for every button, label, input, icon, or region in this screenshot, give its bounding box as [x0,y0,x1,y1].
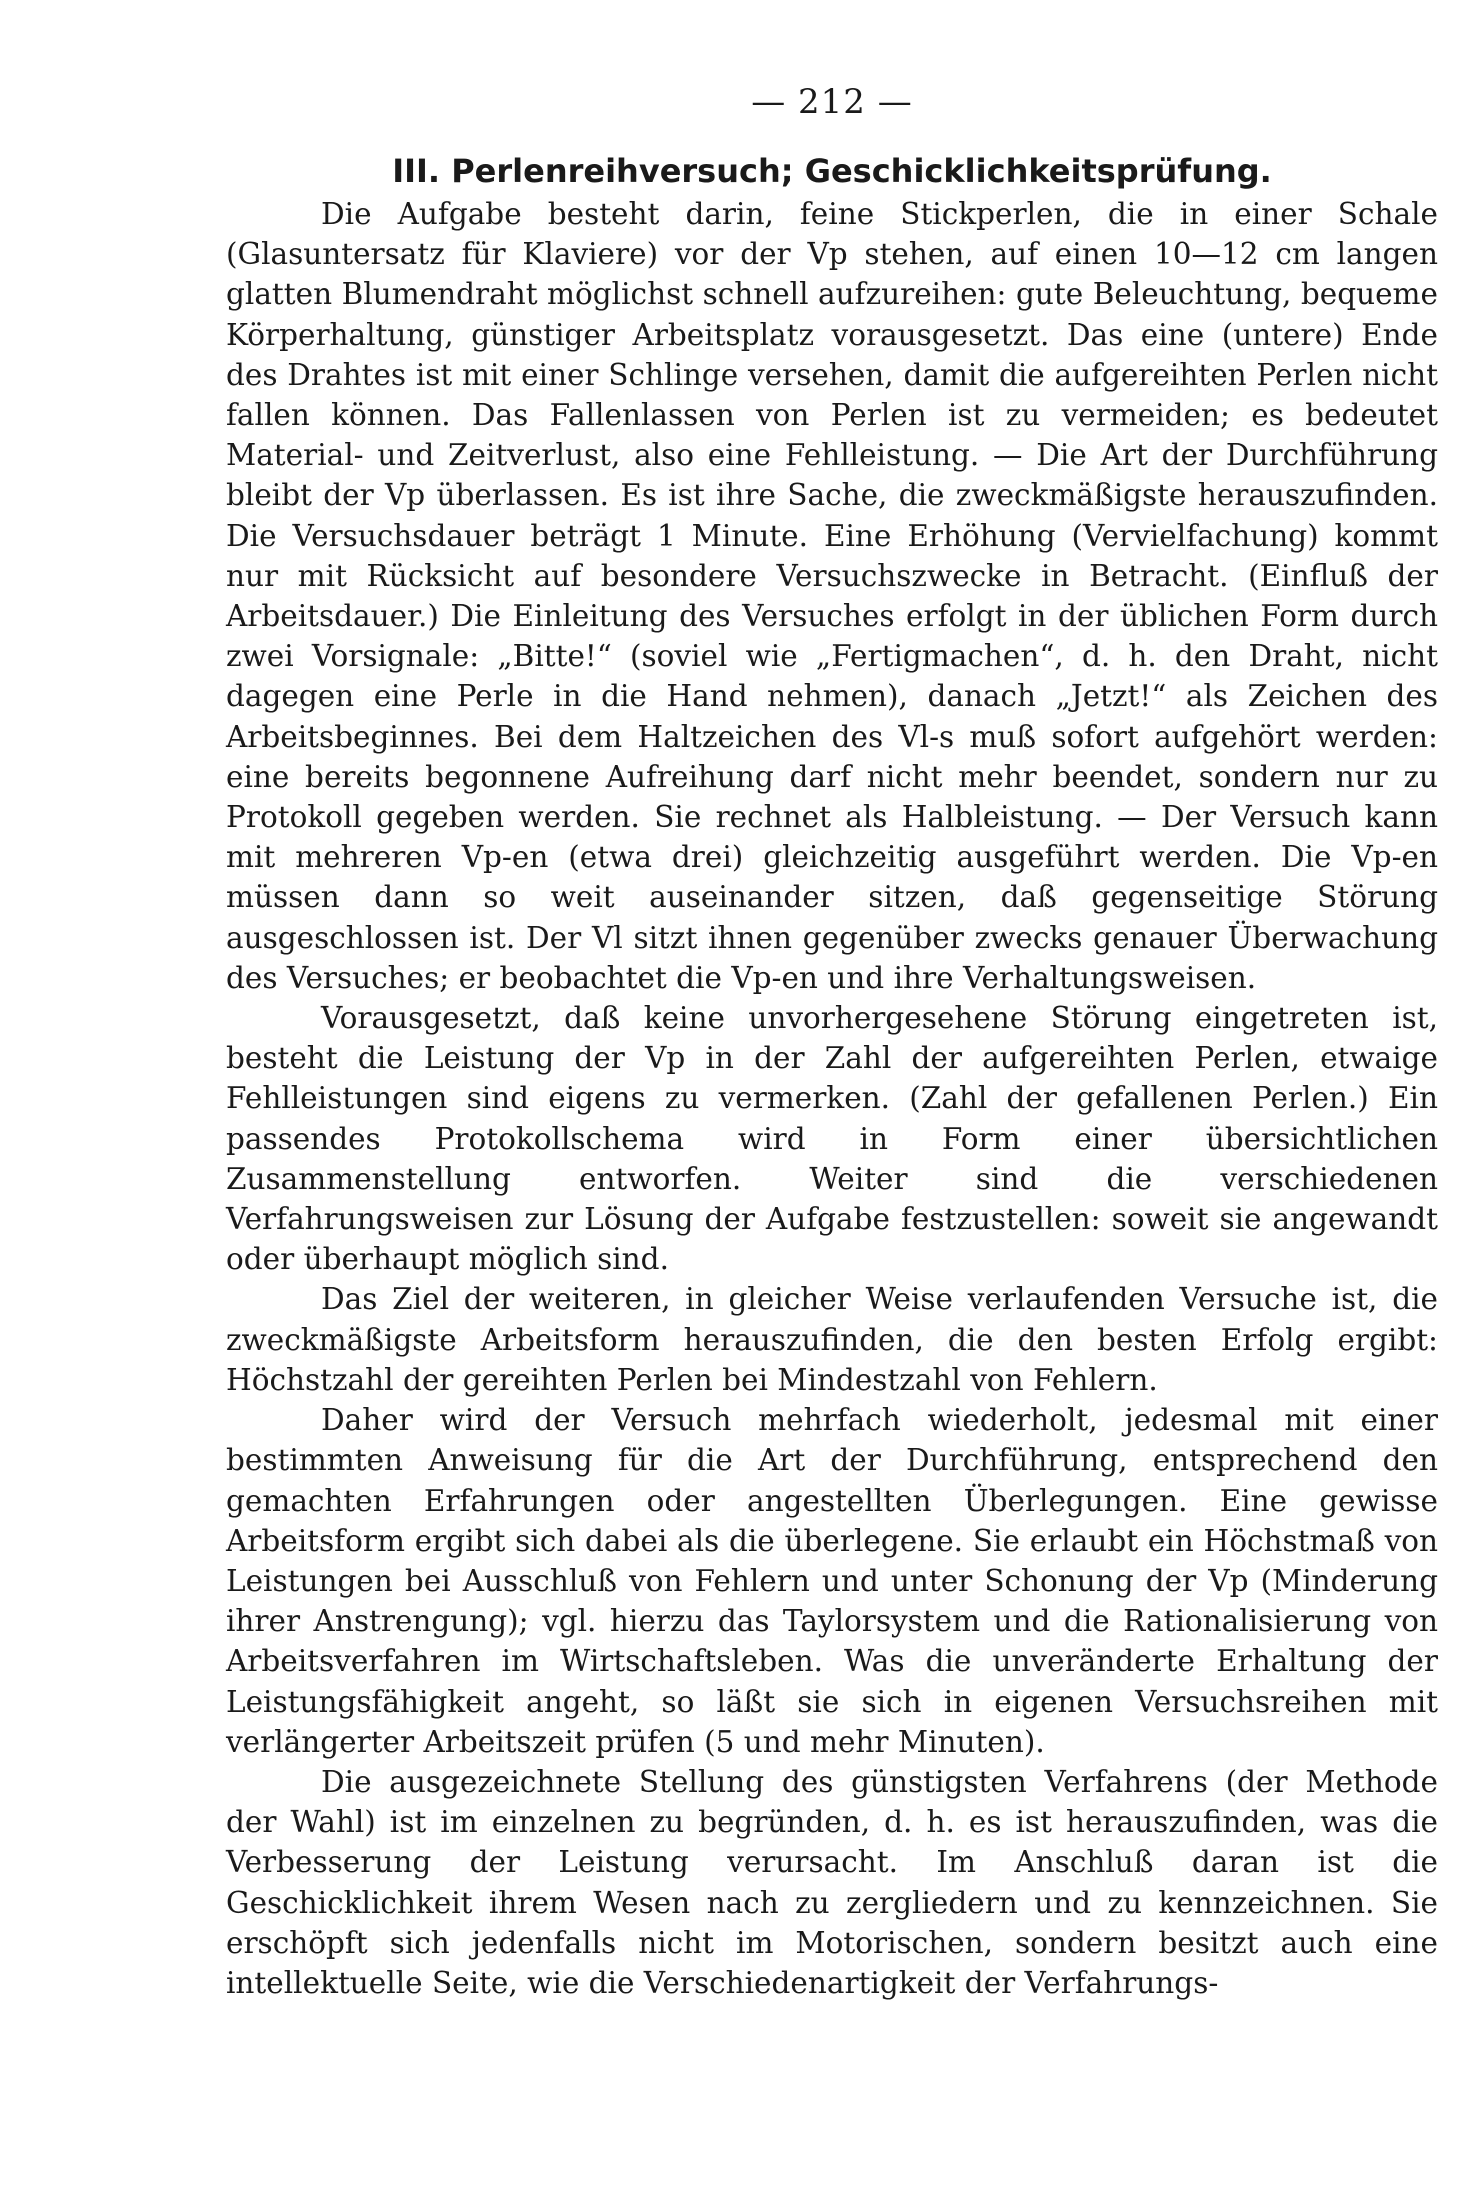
paragraph-5: Die ausgezeichnete Stellung des günstigsten Verfahrens (der Methode der Wahl) ist im einzelnen zu begründen, d. h. es ist herauszufinden, was die Verbesserung der Leistung verursacht. Im Anschluß daran ist die Geschicklichkeit ihrem Wesen nach zu zergliedern und zu kennzeichnen. Sie erschöpft sich jedenfalls nicht im Motorischen, sondern besitzt auch eine intellektuelle Seite, wie die Verschiedenartigkeit der Verfahrungs- [226,1764,1438,2000]
paragraph-1: Die Aufgabe besteht darin, feine Stickperlen, die in einer Schale (Glasuntersatz für Klaviere) vor der Vp stehen, auf einen 10—12 cm langen glatten Blumendraht möglichst schnell aufzureihen: gute Beleuchtung, bequeme Körperhaltung, günstiger Arbeitsplatz vorausgesetzt. Das eine (untere) Ende des Drahtes ist mit einer Schlinge versehen, damit die aufgereihten Perlen nicht fallen können. Das Fallenlassen von Perlen ist zu vermeiden; es bedeutet Material- und Zeitverlust, also eine Fehlleistung. — Die Art der Durchführung bleibt der Vp überlassen. Es ist ihre Sache, die zweckmäßigste herauszufinden. Die Versuchsdauer beträgt 1 Minute. Eine Erhöhung (Vervielfachung) kommt nur mit Rücksicht auf besondere Versuchszwecke in Betracht. (Einfluß der Arbeitsdauer.) Die Einleitung des Versuches erfolgt in der üblichen Form durch zwei Vorsignale: „Bitte!“ (soviel wie „Fertigmachen“, d. h. den Draht, nicht dagegen eine Perle in die Hand nehmen), danach „Jetzt!“ als Zeichen des Arbeitsbeginnes. Bei dem Haltzeichen des Vl-s muß sofort aufgehört werden: eine bereits begonnene Aufreihung darf nicht mehr beendet, sondern nur zu Protokoll gegeben werden. Sie rechnet als Halbleistung. — Der Versuch kann mit mehreren Vp-en (etwa drei) gleichzeitig ausgeführt werden. Die Vp-en müssen dann so weit auseinander sitzen, daß gegenseitige Störung ausgeschlossen ist. Der Vl sitzt ihnen gegenüber zwecks genauer Überwachung des Versuches; er beobachtet die Vp-en und ihre Verhaltungsweisen. [226,197,1438,995]
document-page [226,80,1438,2003]
section-heading: III. Perlenreihversuch; Geschicklichkeitsprüfung. [392,152,1272,190]
paragraph-2: Vorausgesetzt, daß keine unvorhergesehene Störung eingetreten ist, besteht die Leistung der Vp in der Zahl der aufgereihten Perlen, etwaige Fehlleistungen sind eigens zu vermerken. (Zahl der gefallenen Perlen.) Ein passendes Protokollschema wird in Form einer übersichtlichen Zusammenstellung entworfen. Weiter sind die verschiedenen Verfahrungsweisen zur Lösung der Aufgabe festzustellen: soweit sie angewandt oder überhaupt möglich sind. [226,1001,1438,1277]
paragraph-4: Daher wird der Versuch mehrfach wiederholt, jedesmal mit einer bestimmten Anweisung für die Art der Durchführung, entsprechend den gemachten Erfahrungen oder angestellten Überlegungen. Eine gewisse Arbeitsform ergibt sich dabei als die überlegene. Sie erlaubt ein Höchstmaß von Leistungen bei Ausschluß von Fehlern und unter Schonung der Vp (Minderung ihrer Anstrengung); vgl. hierzu das Taylorsystem und die Rationalisierung von Arbeitsverfahren im Wirtschaftsleben. Was die unveränderte Erhaltung der Leistungsfähigkeit angeht, so läßt sie sich in eigenen Versuchsreihen mit verlängerter Arbeitszeit prüfen (5 und mehr Minuten). [226,1403,1438,1759]
paragraph-3: Das Ziel der weiteren, in gleicher Weise verlaufenden Versuche ist, die zweckmäßigste Arbeitsform herauszufinden, die den besten Erfolg ergibt: Höchstzahl der gereihten Perlen bei Mindestzahl von Fehlern. [226,1282,1438,1397]
page-number: — 212 — [751,82,913,122]
